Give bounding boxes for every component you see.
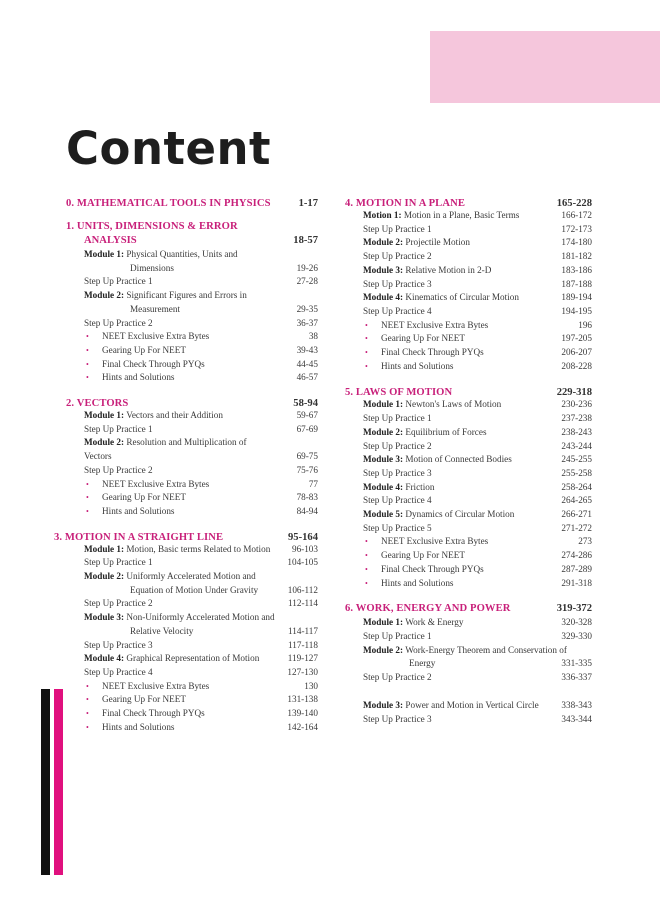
entry-title-cont: Energy	[409, 658, 436, 669]
entry-title: Projectile Motion	[403, 237, 470, 248]
entry-pages: 197-205	[561, 333, 592, 344]
entry-title: • NEET Exclusive Extra Bytes	[365, 319, 578, 333]
entry-title: • Gearing Up For NEET	[86, 693, 287, 707]
toc-entry[interactable]	[66, 639, 318, 653]
module-label: Module 3:	[363, 454, 404, 465]
entry-title: Motion of Connected Bodies	[403, 454, 512, 465]
toc-entry[interactable]	[345, 494, 592, 508]
toc-entry[interactable]	[66, 409, 318, 423]
entry-pages: 139-140	[287, 708, 318, 719]
entry-pages: 245-255	[561, 454, 592, 465]
entry-pages: 114-117	[288, 625, 318, 636]
section-title: 4. MOTION IN A PLANE	[345, 198, 466, 209]
entry-pages: 127-130	[287, 666, 318, 677]
toc-entry[interactable]	[66, 464, 318, 478]
entry-title: Step Up Practice 2	[363, 672, 432, 683]
toc-entry[interactable]	[66, 611, 318, 625]
entry-title: Step Up Practice 1	[363, 630, 432, 641]
toc-right-column	[345, 198, 592, 739]
toc-entry[interactable]	[345, 630, 592, 644]
toc-left-column	[54, 198, 318, 748]
entry-pages: 194-195	[561, 305, 592, 316]
module-label: Module 4:	[84, 653, 125, 664]
toc-entry-cont[interactable]	[66, 450, 318, 464]
entry-pages: 273	[578, 536, 592, 547]
toc-entry-cont[interactable]	[66, 625, 318, 639]
toc-entry[interactable]	[66, 597, 318, 611]
section-pages: 58-94	[293, 398, 318, 410]
entry-title: • NEET Exclusive Extra Bytes	[365, 535, 578, 549]
toc-section-4	[345, 198, 592, 373]
entry-title: Step Up Practice 4	[363, 495, 432, 506]
module-label: Module 2:	[84, 571, 125, 582]
entry-title: • Final Check Through PYQs	[365, 563, 561, 577]
entry-title: Step Up Practice 1	[84, 557, 153, 568]
section-pages: 95-164	[287, 531, 318, 543]
entry-pages: 46-57	[296, 372, 318, 383]
entry-title: Vectors and their Addition	[124, 410, 223, 421]
toc-entry[interactable]	[345, 223, 592, 237]
toc-bullet-entry[interactable]	[345, 332, 592, 346]
toc-section-1	[66, 220, 318, 385]
toc-bullet-entry[interactable]	[66, 680, 318, 694]
toc-entry[interactable]	[345, 713, 592, 727]
entry-pages: 181-182	[561, 251, 592, 262]
header-pink-box	[430, 31, 660, 103]
entry-title: Physical Quantities, Units and	[124, 249, 238, 259]
entry-title: • Hints and Solutions	[86, 505, 297, 519]
toc-entry[interactable]	[345, 264, 592, 278]
entry-pages: 27-28	[296, 276, 318, 287]
module-label: Module 2:	[84, 437, 125, 448]
entry-title: • Hints and Solutions	[86, 721, 287, 735]
entry-pages: 237-238	[561, 413, 592, 424]
entry-pages: 84-94	[296, 505, 318, 516]
entry-pages: 243-244	[561, 440, 592, 451]
toc-entry[interactable]	[345, 426, 592, 440]
entry-title-cont: Vectors	[84, 451, 112, 462]
toc-entry[interactable]	[66, 423, 318, 437]
toc-entry[interactable]	[66, 666, 318, 680]
module-label: Module 1:	[84, 410, 125, 421]
section-heading-cont[interactable]	[66, 234, 318, 248]
module-label: Module 2:	[363, 237, 404, 248]
entry-pages: 174-180	[561, 237, 592, 248]
toc-bullet-entry[interactable]	[66, 330, 318, 344]
toc-entry-cont[interactable]	[66, 303, 318, 317]
section-heading[interactable]	[66, 198, 318, 209]
toc-entry[interactable]	[345, 250, 592, 264]
toc-entry[interactable]	[66, 289, 318, 303]
entry-pages: 44-45	[296, 358, 318, 369]
entry-pages: 343-344	[561, 713, 592, 724]
toc-bullet-entry[interactable]	[66, 721, 318, 735]
module-label: Module 2:	[363, 644, 404, 655]
toc-entry[interactable]	[345, 644, 592, 658]
entry-pages: 336-337	[561, 672, 592, 683]
toc-bullet-entry[interactable]	[345, 549, 592, 563]
toc-bullet-entry[interactable]	[345, 577, 592, 591]
entry-title: Significant Figures and Errors in	[124, 290, 247, 301]
section-heading[interactable]	[54, 532, 318, 543]
entry-title: Step Up Practice 4	[84, 666, 153, 677]
entry-title: • Final Check Through PYQs	[86, 358, 297, 372]
toc-entry[interactable]	[66, 570, 318, 584]
section-heading[interactable]	[345, 603, 592, 614]
section-heading[interactable]	[66, 220, 318, 234]
entry-title: Step Up Practice 3	[84, 639, 153, 650]
toc-entry[interactable]	[66, 248, 318, 262]
entry-pages: 142-164	[287, 721, 318, 732]
entry-title: Power and Motion in Vertical Circle	[403, 699, 539, 710]
toc-entry[interactable]	[345, 412, 592, 426]
entry-pages: 206-207	[561, 347, 592, 358]
entry-title: • Gearing Up For NEET	[365, 549, 561, 563]
entry-title: • Hints and Solutions	[365, 577, 561, 591]
section-pages: 319-372	[556, 603, 592, 615]
entry-title-cont: Equation of Motion Under Gravity	[130, 584, 259, 595]
entry-pages: 172-173	[561, 223, 592, 234]
decorative-black-bar	[41, 689, 50, 875]
toc-section-3	[54, 532, 318, 735]
section-heading[interactable]	[345, 387, 592, 398]
section-heading[interactable]	[66, 398, 318, 409]
entry-pages: 78-83	[296, 492, 318, 503]
entry-pages: 130	[304, 680, 318, 691]
toc-entry[interactable]	[345, 236, 592, 250]
entry-pages: 329-330	[561, 630, 592, 641]
module-label: Module 5:	[363, 509, 404, 520]
toc-entry-cont[interactable]	[66, 584, 318, 598]
section-title: 0. MATHEMATICAL TOOLS IN PHYSICS	[66, 198, 271, 209]
entry-title: Work & Energy	[403, 617, 464, 628]
module-label: Module 3:	[363, 699, 404, 710]
module-label: Module 1:	[84, 543, 125, 554]
entry-title: Step Up Practice 1	[363, 223, 432, 234]
module-label: Module 4:	[363, 292, 404, 303]
toc-entry[interactable]	[345, 209, 592, 223]
entry-title: Relative Motion in 2-D	[403, 264, 492, 275]
toc-entry[interactable]	[66, 652, 318, 666]
page-title: Content	[66, 122, 272, 175]
toc-entry-cont[interactable]	[66, 262, 318, 276]
entry-pages: 131-138	[287, 694, 318, 705]
entry-title: Newton's Laws of Motion	[403, 399, 502, 410]
entry-title: Step Up Practice 1	[84, 423, 153, 434]
toc-bullet-entry[interactable]	[345, 346, 592, 360]
module-label: Module 2:	[84, 290, 125, 301]
entry-title: Step Up Practice 2	[84, 317, 153, 328]
entry-title: Step Up Practice 1	[84, 276, 153, 287]
toc-entry[interactable]	[66, 275, 318, 289]
entry-pages: 104-105	[287, 557, 318, 568]
section-title: 6. WORK, ENERGY AND POWER	[345, 603, 511, 615]
entry-title: Resolution and Multiplication of	[124, 437, 247, 448]
toc-bullet-entry[interactable]	[345, 360, 592, 374]
toc-bullet-entry[interactable]	[66, 344, 318, 358]
entry-title: • Hints and Solutions	[86, 371, 297, 385]
section-pages: 165-228	[556, 198, 592, 209]
toc-entry[interactable]	[345, 616, 592, 630]
entry-pages: 230-236	[561, 399, 592, 410]
module-label: Module 1:	[363, 617, 404, 628]
entry-pages: 264-265	[561, 495, 592, 506]
entry-title: Dynamics of Circular Motion	[403, 509, 515, 520]
entry-title: • NEET Exclusive Extra Bytes	[86, 330, 309, 344]
toc-entry[interactable]	[345, 508, 592, 522]
entry-pages: 106-112	[287, 584, 318, 595]
toc-bullet-entry[interactable]	[66, 358, 318, 372]
entry-title: Step Up Practice 2	[84, 464, 153, 475]
entry-title: • Gearing Up For NEET	[86, 344, 297, 358]
toc-entry[interactable]	[345, 481, 592, 495]
entry-pages: 255-258	[561, 467, 592, 478]
entry-pages: 266-271	[561, 509, 592, 520]
toc-entry[interactable]	[345, 398, 592, 412]
entry-pages: 36-37	[296, 317, 318, 328]
entry-pages: 208-228	[561, 360, 592, 371]
toc-entry[interactable]	[345, 440, 592, 454]
entry-title: Step Up Practice 5	[363, 522, 432, 533]
entry-title: Step Up Practice 3	[363, 467, 432, 478]
toc-entry[interactable]	[345, 671, 592, 685]
toc-bullet-entry[interactable]	[345, 535, 592, 549]
section-title: 1. UNITS, DIMENSIONS & ERROR	[66, 221, 238, 232]
toc-bullet-entry[interactable]	[66, 707, 318, 721]
entry-title: • Gearing Up For NEET	[86, 491, 297, 505]
entry-pages: 287-289	[561, 563, 592, 574]
entry-title: Uniformly Accelerated Motion and	[124, 571, 256, 582]
toc-section-6	[345, 603, 592, 726]
toc-bullet-entry[interactable]	[66, 693, 318, 707]
section-pages: 18-57	[293, 235, 318, 246]
toc-bullet-entry[interactable]	[345, 563, 592, 577]
entry-pages: 271-272	[561, 522, 592, 533]
entry-title: Step Up Practice 2	[363, 440, 432, 451]
entry-title-cont: Dimensions	[130, 262, 174, 273]
entry-pages: 320-328	[561, 617, 592, 628]
entry-title: Step Up Practice 2	[363, 251, 432, 262]
entry-title: Graphical Representation of Motion	[124, 653, 260, 664]
toc-entry-cont[interactable]	[345, 657, 592, 671]
section-pages: 1-17	[298, 198, 318, 209]
entry-title: Step Up Practice 3	[363, 713, 432, 724]
toc-entry[interactable]	[66, 543, 318, 557]
entry-title: Equilibrium of Forces	[403, 426, 487, 437]
toc-bullet-entry[interactable]	[66, 371, 318, 385]
entry-title: • Final Check Through PYQs	[86, 707, 287, 721]
toc-section-2	[66, 398, 318, 519]
module-label: Module 1:	[84, 249, 125, 259]
section-title-cont: ANALYSIS	[84, 235, 137, 246]
entry-title-cont: Measurement	[130, 303, 181, 314]
toc-bullet-entry[interactable]	[66, 491, 318, 505]
toc-entry[interactable]	[345, 467, 592, 481]
entry-title: • NEET Exclusive Extra Bytes	[86, 680, 304, 694]
entry-pages: 238-243	[561, 426, 592, 437]
toc-section-5	[345, 387, 592, 590]
toc-entry[interactable]	[66, 317, 318, 331]
entry-title: • Final Check Through PYQs	[365, 346, 561, 360]
entry-pages: 77	[308, 478, 318, 489]
toc-entry[interactable]	[66, 556, 318, 570]
entry-pages: 258-264	[561, 481, 592, 492]
entry-pages: 187-188	[561, 278, 592, 289]
section-title: 3. MOTION IN A STRAIGHT LINE	[54, 531, 224, 543]
entry-pages: 291-318	[561, 577, 592, 588]
toc-entry[interactable]	[345, 278, 592, 292]
toc-entry[interactable]	[345, 522, 592, 536]
entry-title: Motion in a Plane, Basic Terms	[401, 210, 520, 220]
entry-pages: 331-335	[561, 658, 592, 669]
entry-pages: 119-127	[287, 653, 318, 664]
entry-pages: 96-103	[291, 543, 318, 554]
toc-bullet-entry[interactable]	[66, 505, 318, 519]
entry-title: Friction	[403, 481, 435, 492]
section-title: 5. LAWS OF MOTION	[345, 387, 453, 399]
entry-title: Motion, Basic terms Related to Motion	[124, 543, 271, 554]
module-label: Module 3:	[84, 612, 125, 623]
entry-title-cont: Relative Velocity	[130, 625, 194, 636]
entry-pages: 117-118	[288, 639, 318, 650]
module-label: Module 2:	[363, 426, 404, 437]
entry-pages: 166-172	[561, 210, 592, 220]
section-heading[interactable]	[345, 198, 592, 209]
entry-title: Step Up Practice 4	[363, 305, 432, 316]
entry-pages: 196	[578, 319, 592, 330]
entry-title: Work-Energy Theorem and Conservation of	[403, 644, 567, 655]
module-label: Module 3:	[363, 264, 404, 275]
entry-pages: 19-26	[296, 262, 318, 273]
toc-entry[interactable]	[345, 699, 592, 713]
entry-title: Step Up Practice 3	[363, 278, 432, 289]
entry-title: • Hints and Solutions	[365, 360, 561, 374]
toc-entry[interactable]	[345, 453, 592, 467]
entry-pages: 38	[308, 331, 318, 342]
toc-bullet-entry[interactable]	[345, 319, 592, 333]
entry-pages: 29-35	[296, 303, 318, 314]
entry-title: Step Up Practice 2	[84, 598, 153, 609]
entry-pages: 67-69	[296, 423, 318, 434]
entry-title: Step Up Practice 1	[363, 413, 432, 424]
entry-pages: 338-343	[561, 699, 592, 710]
module-label: Module 1:	[363, 399, 404, 410]
module-label: Module 4:	[363, 481, 404, 492]
entry-pages: 183-186	[561, 264, 592, 275]
entry-title: Non-Uniformly Accelerated Motion and	[124, 612, 275, 623]
entry-title: Kinematics of Circular Motion	[403, 292, 519, 303]
entry-pages: 69-75	[296, 451, 318, 462]
toc-entry[interactable]	[66, 436, 318, 450]
toc-section-0	[66, 198, 318, 209]
section-title: 2. VECTORS	[66, 398, 129, 410]
entry-title: • Gearing Up For NEET	[365, 332, 561, 346]
entry-title: • NEET Exclusive Extra Bytes	[86, 478, 309, 492]
entry-pages: 189-194	[561, 292, 592, 303]
module-label: Motion 1:	[363, 210, 402, 220]
entry-pages: 59-67	[296, 410, 318, 421]
toc-entry[interactable]	[345, 305, 592, 319]
entry-pages: 39-43	[296, 344, 318, 355]
toc-entry[interactable]	[345, 291, 592, 305]
entry-pages: 75-76	[296, 464, 318, 475]
section-pages: 229-318	[556, 387, 592, 399]
toc-bullet-entry[interactable]	[66, 478, 318, 492]
entry-pages: 112-114	[288, 598, 318, 609]
entry-pages: 274-286	[561, 550, 592, 561]
